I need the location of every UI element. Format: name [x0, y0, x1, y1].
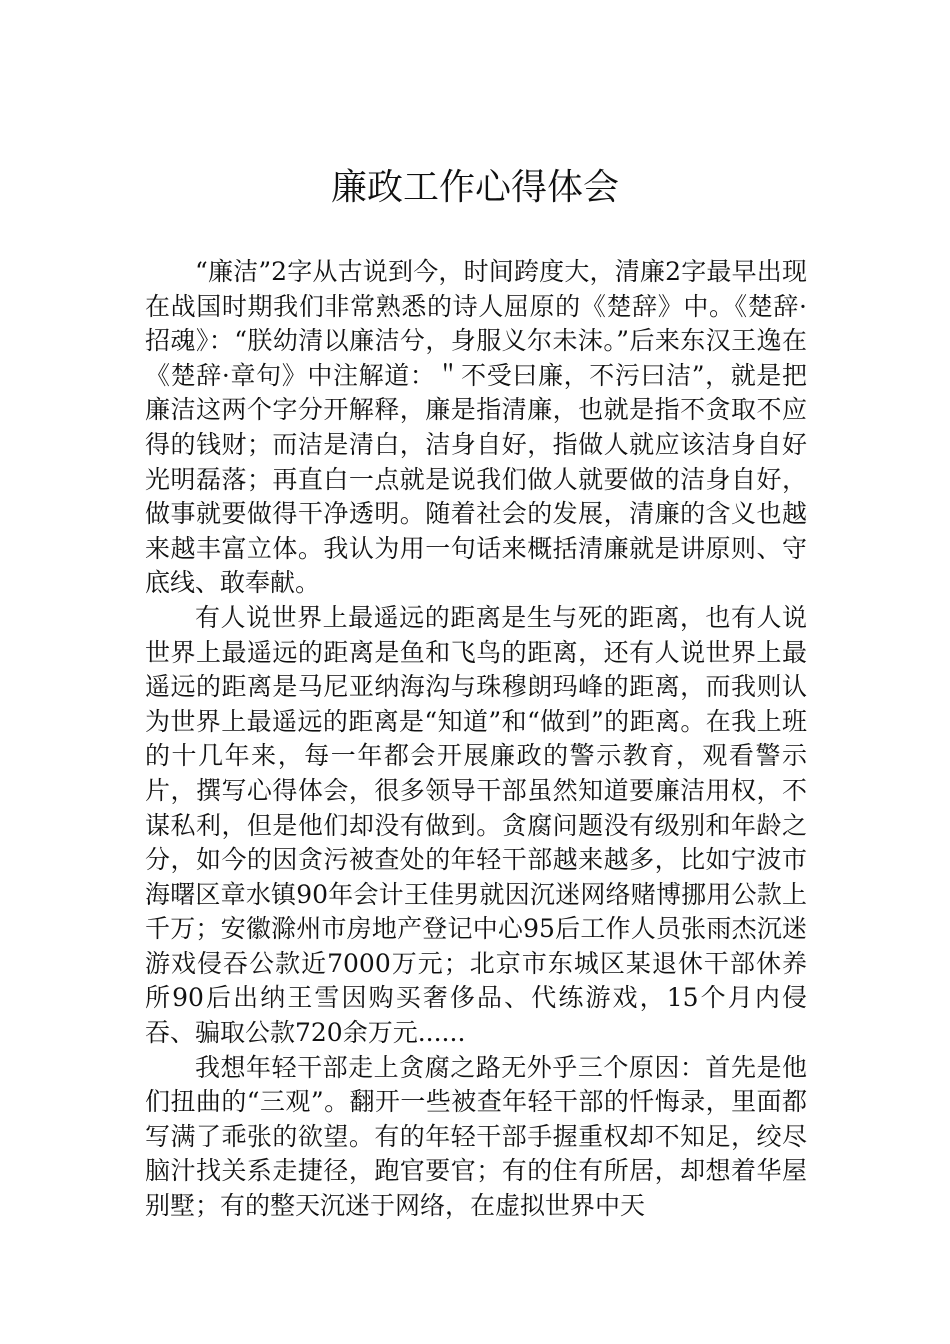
paragraph-3: 我想年轻干部走上贪腐之路无外乎三个原因：首先是他们扭曲的“三观”。翻开一些被查年轻干部的忏悔录，里面都写满了乖张的欲望。有的年轻干部手握重权却不知足，绞尽脑汁找关系走捷径，跑官要官；有的住有所居，却想着华屋别墅；有的整天沉迷于网络，在虚拟世界中天 [145, 1052, 807, 1221]
document-body [145, 255, 807, 1224]
paragraph-1: “廉洁”2字从古说到今，时间跨度大，清廉2字最早出现在战国时期我们非常熟悉的诗人屈原的《楚辞》中。《楚辞·招魂》：“朕幼清以廉洁兮，身服义尔未沫。”后来东汉王逸在《楚辞·章句》中注解道：＂不受曰廉，不污曰洁”，就是把廉洁这两个字分开解释，廉是指清廉，也就是指不贪取不应得的钱财；而洁是清白，洁身自好，指做人就应该洁身自好光明磊落；再直白一点就是说我们做人就要做的洁身自好，做事就要做得干净透明。随着社会的发展，清廉的含义也越来越丰富立体。我认为用一句话来概括清廉就是讲原则、守底线、敢奉献。 [145, 257, 807, 598]
paragraph-2: 有人说世界上最遥远的距离是生与死的距离，也有人说世界上最遥远的距离是鱼和飞鸟的距离，还有人说世界上最遥远的距离是马尼亚纳海沟与珠穆朗玛峰的距离，而我则认为世界上最遥远的距离是“知道”和“做到”的距离。在我上班的十几年来，每一年都会开展廉政的警示教育，观看警示片，撰写心得体会，很多领导干部虽然知道要廉洁用权，不谋私利，但是他们却没有做到。贪腐问题没有级别和年龄之分，如今的因贪污被查处的年轻干部越来越多，比如宁波市海曙区章水镇90年会计王佳男就因沉迷网络赌博挪用公款上千万；安徽滁州市房地产登记中心95后工作人员张雨杰沉迷游戏侵吞公款近7000万元；北京市东城区某退休干部休养所90后出纳王雪因购买奢侈品、代练游戏，15个月内侵吞、骗取公款720余万元...... [145, 602, 807, 1048]
document-title: 廉政工作心得体会 [330, 167, 619, 208]
